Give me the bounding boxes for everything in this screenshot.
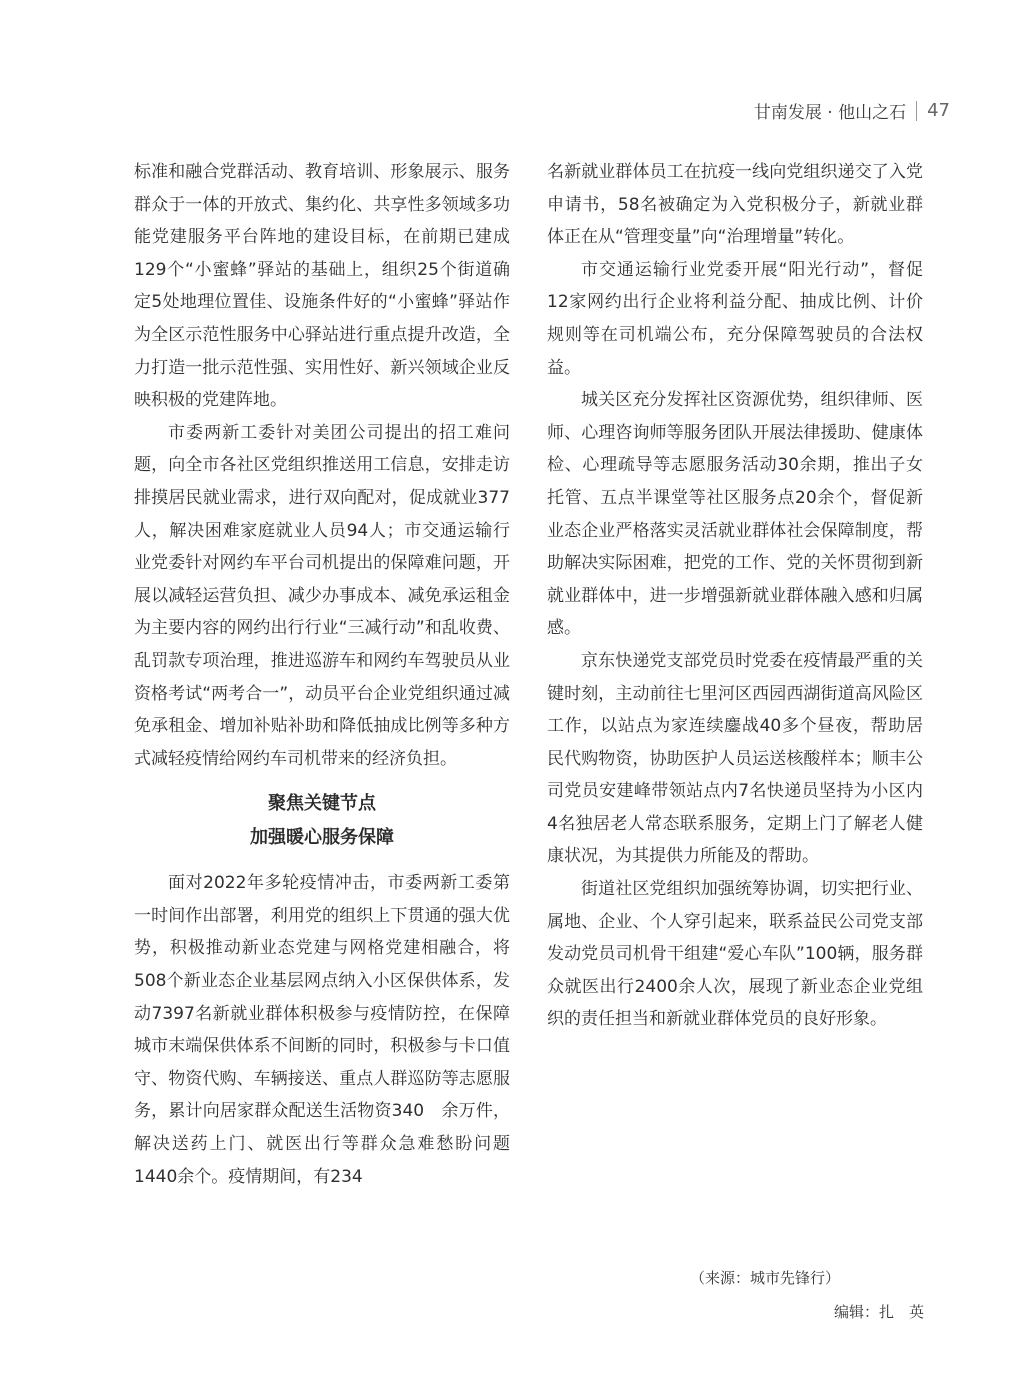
header-divider — [916, 101, 917, 121]
paragraph: 市交通运输行业党委开展“阳光行动”，督促12家网约出行企业将利益分配、抽成比例、计价规则等在司机端公布，充分保障驾驶员的合法权益。 — [547, 259, 923, 378]
paragraph: 标准和融合党群活动、教育培训、形象展示、服务群众于一体的开放式、集约化、共享性多领域多功能党建服务平台阵地的建设目标，在前期已建成129个“小蜜蜂”驿站的基础上，组织25个街道确定5处地理位置佳、设施条件好的“小蜜蜂”驿站作为全区示范性服务中心驿站进行重点提升改造，全力打造一批示范性强、实用性好、新兴领域企业反映积极的党建阵地。 — [134, 162, 510, 411]
section-title: 甘南发展 · 他山之石 — [753, 103, 907, 123]
paragraph: 名新就业群体员工在抗疫一线向党组织递交了入党申请书，58名被确定为入党积极分子，新就业群体正在从“管理变量”向“治理增量”转化。 — [547, 162, 923, 248]
paragraph: 面对2022年多轮疫情冲击，市委两新工委第一时间作出部署，利用党的组织上下贯通的强大优势，积极推动新业态党建与网格党建相融合，将508个新业态企业基层网点纳入小区保供体系，发动7397名新就业群体积极参与疫情防控，在保障城市末端保供体系不间断的同时，积极参与卡口值守、物资代购、车辆接送、重点人群巡防等志愿服务，累计向居家群众配送生活物资340 余万件，解决送药上门、就医出行等群众急难愁盼问题1440余个。疫情期间，有234 — [134, 873, 510, 1187]
left-column — [134, 156, 510, 1193]
page-header — [754, 98, 950, 123]
editor-credit: 编辑：扎 英 — [834, 1303, 925, 1321]
section-heading — [134, 787, 510, 855]
section-heading-line1: 聚焦关键节点 — [268, 793, 376, 815]
paragraph: 城关区充分发挥社区资源优势，组织律师、医师、心理咨询师等服务团队开展法律援助、健康体检、心理疏导等志愿服务活动30余期，推出子女托管、五点半课堂等社区服务点20余个，督促新业态企业严格落实灵活就业群体社会保障制度，帮助解决实际困难，把党的工作、党的关怀贯彻到新就业群体中，进一步增强新就业群体融入感和归属感。 — [547, 390, 923, 639]
source-note: （来源：城市先锋行） — [690, 1269, 841, 1287]
page-number: 47 — [927, 100, 950, 121]
paragraph: 市委两新工委针对美团公司提出的招工难问题，向全市各社区党组织推送用工信息，安排走访排摸居民就业需求，进行双向配对，促成就业377人，解决困难家庭就业人员94人；市交通运输行业党委针对网约车平台司机提出的保障难问题，开展以减轻运营负担、减少办事成本、减免承运租金为主要内容的网约出行行业“三减行动”和乱收费、乱罚款专项治理，推进巡游车和网约车驾驶员从业资格考试“两考合一”，动员平台企业党组织通过减免承租金、增加补贴补助和降低抽成比例等多种方式减轻疫情给网约车司机带来的经济负担。 — [134, 422, 510, 769]
paragraph: 街道社区党组织加强统筹协调，切实把行业、属地、企业、个人穿引起来，联系益民公司党支部发动党员司机骨干组建“爱心车队”100辆，服务群众就医出行2400余人次，展现了新业态企业党组织的责任担当和新就业群体党员的良好形象。 — [547, 879, 923, 1030]
right-column — [547, 156, 923, 1036]
paragraph: 京东快递党支部党员时党委在疫情最严重的关键时刻，主动前往七里河区西园西湖街道高风险区工作，以站点为家连续鏖战40多个昼夜，帮助居民代购物资，协助医护人员运送核酸样本；顺丰公司党员安建峰带领站点内7名快递员坚持为小区内4名独居老人常态联系服务，定期上门了解老人健康状况，为其提供力所能及的帮助。 — [547, 650, 923, 867]
section-heading-line2: 加强暖心服务保障 — [250, 827, 394, 849]
